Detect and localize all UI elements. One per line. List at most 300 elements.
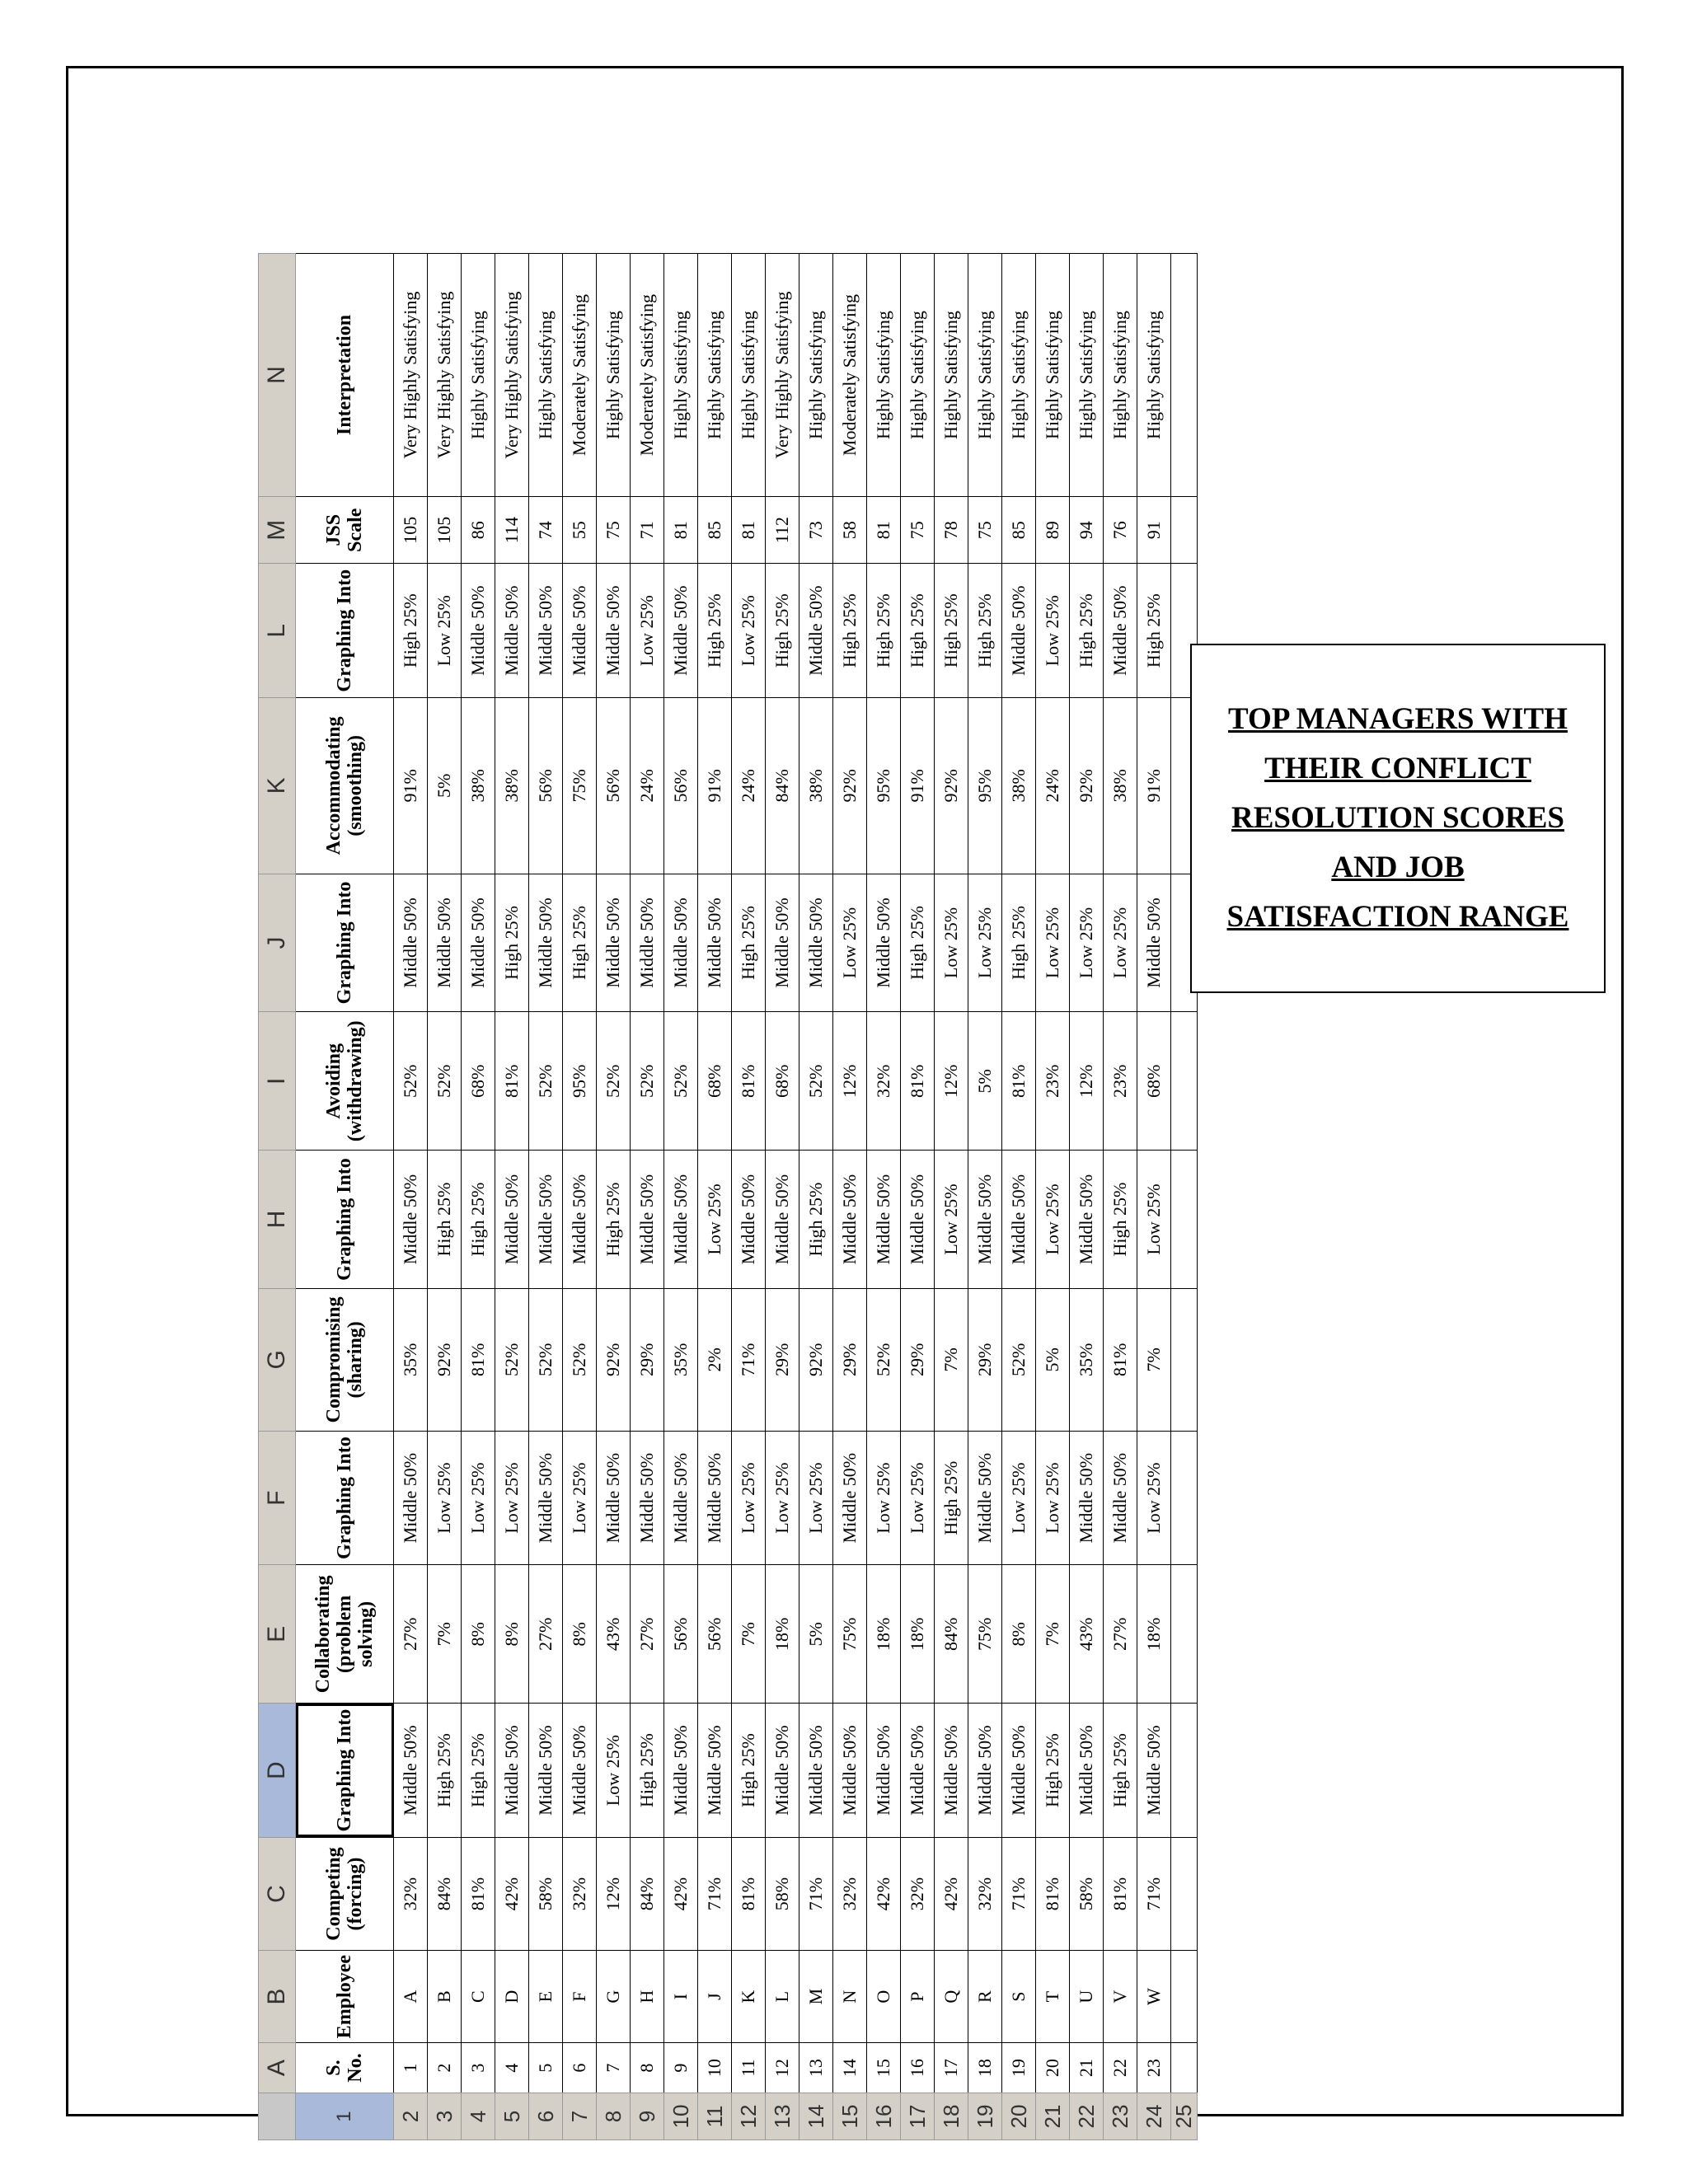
table-cell[interactable]: High 25% [968,564,1002,698]
table-cell[interactable]: High 25% [462,1151,495,1289]
table-cell[interactable]: 78 [935,497,968,564]
table-cell[interactable]: Middle 50% [529,1704,563,1838]
table-cell[interactable]: 71% [1002,1837,1036,1950]
row-number[interactable]: 25 [1171,2093,1198,2140]
column-header-m[interactable]: M [259,497,296,564]
table-cell[interactable]: High 25% [1104,1151,1137,1289]
table-cell[interactable]: Middle 50% [1002,1704,1036,1838]
table-cell[interactable]: M [799,1951,833,2043]
table-cell[interactable]: Middle 50% [394,1151,428,1289]
table-cell[interactable]: 71% [698,1837,732,1950]
table-cell[interactable]: Middle 50% [394,1704,428,1838]
row-number[interactable]: 21 [1036,2093,1070,2140]
table-cell[interactable]: High 25% [1036,1704,1070,1838]
table-cell[interactable]: Middle 50% [901,1704,935,1838]
table-cell[interactable]: 38% [1104,698,1137,874]
table-cell[interactable]: 73 [799,497,833,564]
table-cell[interactable]: A [394,1951,428,2043]
table-cell[interactable]: 8 [631,2043,664,2093]
table-cell[interactable]: 84% [766,698,799,874]
table-cell[interactable]: 29% [766,1288,799,1431]
table-cell[interactable]: High 25% [698,564,732,698]
table-cell[interactable]: 85 [1002,497,1036,564]
table-cell[interactable]: 81% [1104,1288,1137,1431]
column-header-g[interactable]: G [259,1288,296,1431]
table-cell[interactable]: Middle 50% [597,1431,631,1565]
header-cell[interactable]: Employee [296,1951,394,2043]
table-cell[interactable]: 38% [462,698,495,874]
table-cell[interactable]: 4 [495,2043,529,2093]
table-cell[interactable]: 71 [631,497,664,564]
table-cell[interactable]: 91% [1137,698,1171,874]
table-cell[interactable]: Low 25% [1036,564,1070,698]
table-cell[interactable]: Middle 50% [799,564,833,698]
table-cell[interactable]: 58% [1070,1837,1104,1950]
table-cell[interactable]: 56% [698,1565,732,1704]
table-cell[interactable]: 52% [428,1012,462,1151]
table-cell[interactable]: 32% [867,1012,901,1151]
row-number[interactable]: 5 [495,2093,529,2140]
table-cell[interactable]: Middle 50% [664,564,698,698]
table-cell[interactable]: Middle 50% [495,1704,529,1838]
table-cell[interactable]: Low 25% [1070,874,1104,1012]
table-cell[interactable]: 32% [394,1837,428,1950]
table-cell[interactable]: High 25% [799,1151,833,1289]
table-cell[interactable]: E [529,1951,563,2043]
table-cell[interactable]: C [462,1951,495,2043]
table-cell[interactable]: 32% [901,1837,935,1950]
header-cell[interactable]: Interpretation [296,254,394,497]
table-cell[interactable]: B [428,1951,462,2043]
table-cell[interactable]: 29% [631,1288,664,1431]
table-cell[interactable]: 38% [799,698,833,874]
table-cell[interactable]: 75 [968,497,1002,564]
table-cell[interactable]: 27% [529,1565,563,1704]
table-cell[interactable]: 7 [597,2043,631,2093]
table-cell[interactable]: 5 [529,2043,563,2093]
column-header-e[interactable]: E [259,1565,296,1704]
table-cell[interactable]: Middle 50% [833,1431,867,1565]
row-number[interactable]: 23 [1104,2093,1137,2140]
table-cell[interactable]: 22 [1104,2043,1137,2093]
table-cell[interactable]: 10 [698,2043,732,2093]
table-cell[interactable]: 27% [1104,1565,1137,1704]
row-number[interactable]: 14 [799,2093,833,2140]
table-cell[interactable]: 7% [732,1565,766,1704]
table-cell[interactable]: 81 [732,497,766,564]
table-cell[interactable]: Middle 50% [563,1704,597,1838]
table-cell[interactable]: Low 25% [901,1431,935,1565]
table-cell[interactable]: Middle 50% [462,564,495,698]
table-cell[interactable]: 95% [563,1012,597,1151]
table-cell[interactable]: High 25% [495,874,529,1012]
table-cell[interactable]: 74 [529,497,563,564]
table-cell[interactable]: 75 [901,497,935,564]
table-cell[interactable]: High 25% [563,874,597,1012]
table-cell[interactable]: G [597,1951,631,2043]
header-cell[interactable]: Graphing Into [296,1704,394,1838]
row-number[interactable]: 17 [901,2093,935,2140]
table-cell[interactable]: 11 [732,2043,766,2093]
table-cell[interactable]: Very Highly Satisfying [495,254,529,497]
table-cell[interactable]: 9 [664,2043,698,2093]
table-cell[interactable]: Highly Satisfying [867,254,901,497]
table-cell[interactable]: 21 [1070,2043,1104,2093]
table-cell[interactable]: Middle 50% [631,1151,664,1289]
table-cell[interactable]: Middle 50% [1104,564,1137,698]
table-cell[interactable]: 81% [462,1837,495,1950]
table-cell[interactable]: Middle 50% [597,564,631,698]
table-cell[interactable]: Low 25% [462,1431,495,1565]
table-cell[interactable]: 76 [1104,497,1137,564]
table-cell[interactable]: Middle 50% [597,874,631,1012]
table-cell[interactable]: Middle 50% [799,1704,833,1838]
table-cell[interactable]: Middle 50% [1002,564,1036,698]
table-cell[interactable]: 20 [1036,2043,1070,2093]
table-cell[interactable]: D [495,1951,529,2043]
column-header-k[interactable]: K [259,698,296,874]
table-cell[interactable]: 52% [394,1012,428,1151]
table-cell[interactable]: Highly Satisfying [732,254,766,497]
table-cell[interactable]: Middle 50% [766,1704,799,1838]
table-cell[interactable]: 84% [428,1837,462,1950]
table-cell[interactable]: High 25% [766,564,799,698]
table-cell[interactable]: 95% [867,698,901,874]
table-cell[interactable]: 15 [867,2043,901,2093]
table-cell[interactable]: Middle 50% [901,1151,935,1289]
column-header-b[interactable]: B [259,1951,296,2043]
empty-cell[interactable] [1171,1951,1198,2043]
table-cell[interactable]: High 25% [935,1431,968,1565]
empty-cell[interactable] [1171,1565,1198,1704]
column-header-a[interactable]: A [259,2043,296,2093]
table-cell[interactable]: W [1137,1951,1171,2043]
table-cell[interactable]: Middle 50% [428,874,462,1012]
table-cell[interactable]: 112 [766,497,799,564]
row-number[interactable]: 22 [1070,2093,1104,2140]
header-cell[interactable]: S. No. [296,2043,394,2093]
table-cell[interactable]: R [968,1951,1002,2043]
header-cell[interactable]: Graphing Into [296,564,394,698]
table-cell[interactable]: 29% [901,1288,935,1431]
table-cell[interactable]: 38% [495,698,529,874]
header-cell[interactable]: Graphing Into [296,1431,394,1565]
table-cell[interactable]: Highly Satisfying [1036,254,1070,497]
table-cell[interactable]: Highly Satisfying [1104,254,1137,497]
table-cell[interactable]: High 25% [1070,564,1104,698]
table-cell[interactable]: 56% [597,698,631,874]
header-cell[interactable]: Graphing Into [296,874,394,1012]
table-cell[interactable]: Highly Satisfying [901,254,935,497]
table-cell[interactable]: Low 25% [799,1431,833,1565]
empty-cell[interactable] [1171,1704,1198,1838]
table-cell[interactable]: Middle 50% [867,874,901,1012]
table-cell[interactable]: 86 [462,497,495,564]
table-cell[interactable]: Middle 50% [1002,1151,1036,1289]
table-cell[interactable]: 6 [563,2043,597,2093]
table-cell[interactable]: Highly Satisfying [1070,254,1104,497]
table-cell[interactable]: High 25% [732,1704,766,1838]
table-cell[interactable]: Middle 50% [968,1151,1002,1289]
table-cell[interactable]: Low 25% [867,1431,901,1565]
table-cell[interactable]: High 25% [1104,1704,1137,1838]
table-cell[interactable]: Moderately Satisfying [833,254,867,497]
table-cell[interactable]: Moderately Satisfying [563,254,597,497]
header-cell[interactable]: Compromising (sharing) [296,1288,394,1431]
table-cell[interactable]: Middle 50% [394,1431,428,1565]
table-cell[interactable]: 81% [462,1288,495,1431]
table-cell[interactable]: 81% [732,1837,766,1950]
row-number[interactable]: 4 [462,2093,495,2140]
row-number[interactable]: 7 [563,2093,597,2140]
table-cell[interactable]: 23% [1036,1012,1070,1151]
table-cell[interactable]: High 25% [901,564,935,698]
table-cell[interactable]: Middle 50% [1104,1431,1137,1565]
table-cell[interactable]: 42% [495,1837,529,1950]
table-cell[interactable]: 81% [732,1012,766,1151]
table-cell[interactable]: 71% [1137,1837,1171,1950]
table-cell[interactable]: Middle 50% [563,1151,597,1289]
table-cell[interactable]: 35% [1070,1288,1104,1431]
table-cell[interactable]: Middle 50% [1070,1151,1104,1289]
table-cell[interactable]: 75% [563,698,597,874]
table-cell[interactable]: Highly Satisfying [1137,254,1171,497]
table-cell[interactable]: Low 25% [1002,1431,1036,1565]
column-header-j[interactable]: J [259,874,296,1012]
table-cell[interactable]: Middle 50% [698,874,732,1012]
table-cell[interactable]: 55 [563,497,597,564]
row-number[interactable]: 24 [1137,2093,1171,2140]
column-header-c[interactable]: C [259,1837,296,1950]
table-cell[interactable]: Middle 50% [529,874,563,1012]
table-cell[interactable]: 81 [867,497,901,564]
table-cell[interactable]: 12% [833,1012,867,1151]
table-cell[interactable]: 2 [428,2043,462,2093]
table-cell[interactable]: 92% [1070,698,1104,874]
table-cell[interactable]: High 25% [597,1151,631,1289]
table-cell[interactable]: 81% [1036,1837,1070,1950]
row-number[interactable]: 20 [1002,2093,1036,2140]
table-cell[interactable]: Middle 50% [529,564,563,698]
table-cell[interactable]: 5% [428,698,462,874]
table-cell[interactable]: 52% [1002,1288,1036,1431]
table-cell[interactable]: Low 25% [428,1431,462,1565]
table-cell[interactable]: 91 [1137,497,1171,564]
column-header-n[interactable]: N [259,254,296,497]
table-cell[interactable]: 92% [935,698,968,874]
table-cell[interactable]: High 25% [732,874,766,1012]
table-cell[interactable]: 89 [1036,497,1070,564]
table-cell[interactable]: High 25% [394,564,428,698]
table-cell[interactable]: K [732,1951,766,2043]
table-cell[interactable]: Low 25% [698,1151,732,1289]
header-cell[interactable]: Avoiding (withdrawing) [296,1012,394,1151]
table-cell[interactable]: 92% [428,1288,462,1431]
table-cell[interactable]: Highly Satisfying [597,254,631,497]
table-cell[interactable]: 18% [766,1565,799,1704]
table-cell[interactable]: Very Highly Satisfying [394,254,428,497]
table-cell[interactable]: 71% [799,1837,833,1950]
table-cell[interactable]: 56% [664,698,698,874]
empty-cell[interactable] [1171,1151,1198,1289]
table-cell[interactable]: 81% [495,1012,529,1151]
table-cell[interactable]: Middle 50% [631,1431,664,1565]
table-cell[interactable]: 12% [597,1837,631,1950]
table-cell[interactable]: High 25% [462,1704,495,1838]
table-cell[interactable]: Middle 50% [1070,1431,1104,1565]
header-cell[interactable]: Accommodating (smoothing) [296,698,394,874]
table-cell[interactable]: Low 25% [833,874,867,1012]
table-cell[interactable]: 12% [935,1012,968,1151]
table-cell[interactable]: Low 25% [732,564,766,698]
table-cell[interactable]: Highly Satisfying [664,254,698,497]
column-header-f[interactable]: F [259,1431,296,1565]
table-cell[interactable]: Highly Satisfying [529,254,563,497]
table-cell[interactable]: 52% [529,1012,563,1151]
table-cell[interactable]: 8% [563,1565,597,1704]
table-cell[interactable]: 52% [563,1288,597,1431]
table-cell[interactable]: 18% [901,1565,935,1704]
table-cell[interactable]: 7% [1036,1565,1070,1704]
table-cell[interactable]: Middle 50% [664,1704,698,1838]
table-cell[interactable]: High 25% [428,1704,462,1838]
table-cell[interactable]: High 25% [867,564,901,698]
table-cell[interactable]: 95% [968,698,1002,874]
table-cell[interactable]: 43% [1070,1565,1104,1704]
column-header-h[interactable]: H [259,1151,296,1289]
table-cell[interactable]: 114 [495,497,529,564]
table-cell[interactable]: Low 25% [935,874,968,1012]
table-cell[interactable]: 18 [968,2043,1002,2093]
table-cell[interactable]: Middle 50% [833,1151,867,1289]
table-cell[interactable]: 32% [563,1837,597,1950]
table-cell[interactable]: 58 [833,497,867,564]
table-cell[interactable]: 8% [462,1565,495,1704]
table-cell[interactable]: Middle 50% [1070,1704,1104,1838]
header-cell[interactable]: Competing (forcing) [296,1837,394,1950]
table-cell[interactable]: 7% [1137,1288,1171,1431]
table-cell[interactable]: Middle 50% [766,874,799,1012]
table-cell[interactable]: Low 25% [766,1431,799,1565]
table-cell[interactable]: 27% [631,1565,664,1704]
table-cell[interactable]: Low 25% [1036,874,1070,1012]
table-cell[interactable]: 105 [428,497,462,564]
table-cell[interactable]: High 25% [901,874,935,1012]
table-cell[interactable]: 52% [664,1012,698,1151]
table-cell[interactable]: High 25% [631,1704,664,1838]
row-number[interactable]: 6 [529,2093,563,2140]
table-cell[interactable]: S [1002,1951,1036,2043]
table-cell[interactable]: 32% [833,1837,867,1950]
table-cell[interactable]: I [664,1951,698,2043]
table-cell[interactable]: 68% [698,1012,732,1151]
row-number[interactable]: 15 [833,2093,867,2140]
table-cell[interactable]: 38% [1002,698,1036,874]
table-cell[interactable]: O [867,1951,901,2043]
empty-cell[interactable] [1171,1431,1198,1565]
column-header-i[interactable]: I [259,1012,296,1151]
table-cell[interactable]: 18% [867,1565,901,1704]
row-number[interactable]: 12 [732,2093,766,2140]
table-cell[interactable]: L [766,1951,799,2043]
table-cell[interactable]: 23 [1137,2043,1171,2093]
table-cell[interactable]: 42% [867,1837,901,1950]
table-cell[interactable]: 35% [664,1288,698,1431]
table-cell[interactable]: 81 [664,497,698,564]
table-cell[interactable]: 14 [833,2043,867,2093]
table-cell[interactable]: 5% [799,1565,833,1704]
column-header-d[interactable]: D [259,1704,296,1838]
table-cell[interactable]: High 25% [833,564,867,698]
table-cell[interactable]: Low 25% [935,1151,968,1289]
table-cell[interactable]: 43% [597,1565,631,1704]
table-cell[interactable]: 85 [698,497,732,564]
empty-cell[interactable] [1171,1012,1198,1151]
table-cell[interactable]: Low 25% [732,1431,766,1565]
row-number[interactable]: 13 [766,2093,799,2140]
table-cell[interactable]: High 25% [1137,564,1171,698]
table-cell[interactable]: 84% [631,1837,664,1950]
table-cell[interactable]: Low 25% [563,1431,597,1565]
table-cell[interactable]: Middle 50% [529,1151,563,1289]
table-cell[interactable]: Low 25% [1137,1431,1171,1565]
table-cell[interactable]: 8% [1002,1565,1036,1704]
table-cell[interactable]: 56% [529,698,563,874]
table-cell[interactable]: Middle 50% [935,1704,968,1838]
table-cell[interactable]: 19 [1002,2043,1036,2093]
table-cell[interactable]: Middle 50% [1137,874,1171,1012]
table-cell[interactable]: Highly Satisfying [968,254,1002,497]
empty-cell[interactable] [1171,1288,1198,1431]
table-cell[interactable]: Middle 50% [563,564,597,698]
table-cell[interactable]: Middle 50% [462,874,495,1012]
table-cell[interactable]: 52% [597,1012,631,1151]
table-cell[interactable]: 92% [597,1288,631,1431]
column-header-l[interactable]: L [259,564,296,698]
table-cell[interactable]: 18% [1137,1565,1171,1704]
table-cell[interactable]: 24% [732,698,766,874]
row-number[interactable]: 2 [394,2093,428,2140]
table-cell[interactable]: 52% [495,1288,529,1431]
table-cell[interactable]: 81% [1002,1012,1036,1151]
table-cell[interactable]: 8% [495,1565,529,1704]
table-cell[interactable]: Middle 50% [664,874,698,1012]
table-cell[interactable]: 68% [462,1012,495,1151]
table-cell[interactable]: U [1070,1951,1104,2043]
table-cell[interactable]: 58% [766,1837,799,1950]
empty-cell[interactable] [1171,2043,1198,2093]
table-cell[interactable]: 13 [799,2043,833,2093]
table-cell[interactable]: Highly Satisfying [698,254,732,497]
row-number[interactable]: 16 [867,2093,901,2140]
table-cell[interactable]: V [1104,1951,1137,2043]
table-cell[interactable]: Moderately Satisfying [631,254,664,497]
table-cell[interactable]: H [631,1951,664,2043]
table-cell[interactable]: Q [935,1951,968,2043]
header-cell[interactable]: Graphing Into [296,1151,394,1289]
table-cell[interactable]: 5% [1036,1288,1070,1431]
table-cell[interactable]: Middle 50% [766,1151,799,1289]
table-cell[interactable]: Middle 50% [394,874,428,1012]
row-number[interactable]: 8 [597,2093,631,2140]
table-cell[interactable]: 7% [935,1288,968,1431]
table-cell[interactable]: High 25% [428,1151,462,1289]
table-cell[interactable]: 32% [968,1837,1002,1950]
table-cell[interactable]: Middle 50% [495,1151,529,1289]
table-cell[interactable]: Low 25% [631,564,664,698]
table-cell[interactable]: 3 [462,2043,495,2093]
table-cell[interactable]: 68% [1137,1012,1171,1151]
